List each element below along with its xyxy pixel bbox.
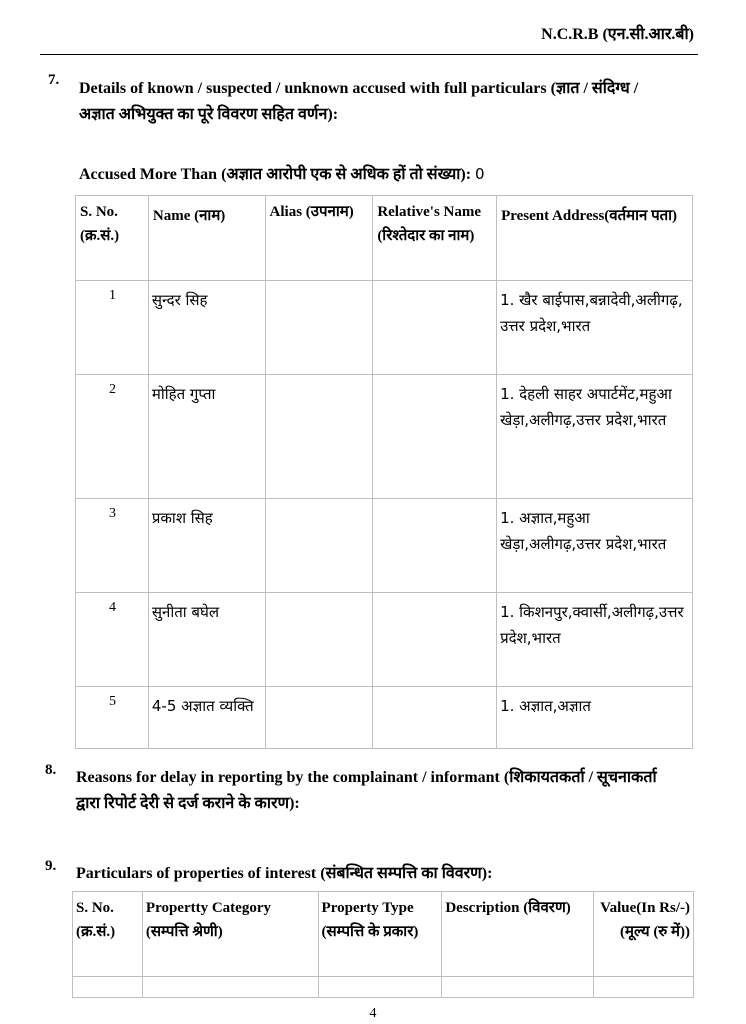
accused-table-header-row xyxy=(76,196,693,281)
section-9-number: 9. xyxy=(45,858,57,874)
col-header-sno: S. No. (क्र.सं.) xyxy=(73,892,143,977)
accused-more-than-label: Accused More Than (अज्ञात आरोपी एक से अधिक हों तो संख्या): xyxy=(79,166,472,183)
table-row xyxy=(76,281,693,375)
table-row xyxy=(76,375,693,499)
row-name: प्रकाश सिह xyxy=(148,499,265,593)
empty-cell xyxy=(442,977,594,998)
col-header-sno: S. No. (क्र.सं.) xyxy=(76,196,149,281)
table-row xyxy=(76,593,693,687)
accused-more-than-line xyxy=(79,162,485,184)
page-header: N.C.R.B (एन.सी.आर.बी) xyxy=(541,26,694,43)
accused-more-than-value: 0 xyxy=(475,165,485,183)
row-address: 1. खैर बाईपास,बन्नादेवी,अलीगढ़, उत्तर प्रदेश,भारत xyxy=(497,281,693,375)
row-name: सुन्दर सिह xyxy=(148,281,265,375)
header-rule xyxy=(40,54,698,55)
row-sno: 4 xyxy=(76,593,149,687)
row-sno: 1 xyxy=(76,281,149,375)
row-relative xyxy=(373,499,497,593)
section-7-heading: Details of known / suspected / unknown accused with full particulars (ज्ञात / संदिग्ध / अज्ञात अभियुक्त का पूरे विवरण सहित वर्णन): xyxy=(79,80,639,123)
page-number: 4 xyxy=(369,1006,377,1021)
row-alias xyxy=(265,281,373,375)
empty-cell xyxy=(594,977,694,998)
row-sno: 5 xyxy=(76,687,149,749)
row-relative xyxy=(373,593,497,687)
col-header-value: Value(In Rs/-) (मूल्य (रु में)) xyxy=(594,892,694,977)
row-sno: 3 xyxy=(76,499,149,593)
col-header-property-category: Propertty Category (सम्पत्ति श्रेणी) xyxy=(142,892,318,977)
row-address: 1. अज्ञात,अज्ञात xyxy=(497,687,693,749)
table-row xyxy=(76,499,693,593)
empty-cell xyxy=(73,977,143,998)
row-relative xyxy=(373,687,497,749)
row-relative xyxy=(373,281,497,375)
col-header-property-type: Property Type (सम्पत्ति के प्रकार) xyxy=(318,892,442,977)
properties-table-header-row xyxy=(73,892,694,977)
row-alias xyxy=(265,687,373,749)
row-relative xyxy=(373,375,497,499)
row-sno: 2 xyxy=(76,375,149,499)
section-9-heading: Particulars of properties of interest (संबन्धित सम्पत्ति का विवरण): xyxy=(76,865,493,882)
section-7-number: 7. xyxy=(48,72,60,88)
col-header-relative-name: Relative's Name (रिश्तेदार का नाम) xyxy=(373,196,497,281)
row-alias xyxy=(265,499,373,593)
row-name: 4-5 अज्ञात व्यक्ति xyxy=(148,687,265,749)
section-8-heading: Reasons for delay in reporting by the complainant / informant (शिकायतकर्ता / सूचनाकर्ता द्वारा रिपोर्ट देरी से दर्ज कराने के कारण): xyxy=(76,769,657,812)
table-row xyxy=(76,687,693,749)
empty-cell xyxy=(142,977,318,998)
row-alias xyxy=(265,375,373,499)
row-address: 1. देहली साहर अपार्टमेंट,महुआ खेड़ा,अलीगढ़,उत्तर प्रदेश,भारत xyxy=(497,375,693,499)
empty-cell xyxy=(318,977,442,998)
row-address: 1. अज्ञात,महुआ खेड़ा,अलीगढ़,उत्तर प्रदेश,भारत xyxy=(497,499,693,593)
section-8-number: 8. xyxy=(45,762,57,778)
accused-table xyxy=(75,195,693,749)
properties-table xyxy=(72,891,694,998)
row-alias xyxy=(265,593,373,687)
row-address: 1. किशनपुर,क्वार्सी,अलीगढ़,उत्तर प्रदेश,भारत xyxy=(497,593,693,687)
col-header-name: Name (नाम) xyxy=(148,196,265,281)
col-header-present-address: Present Address(वर्तमान पता) xyxy=(497,196,693,281)
row-name: मोहित गुप्ता xyxy=(148,375,265,499)
col-header-alias: Alias (उपनाम) xyxy=(265,196,373,281)
col-header-description: Description (विवरण) xyxy=(442,892,594,977)
row-name: सुनीता बघेल xyxy=(148,593,265,687)
table-row xyxy=(73,977,694,998)
